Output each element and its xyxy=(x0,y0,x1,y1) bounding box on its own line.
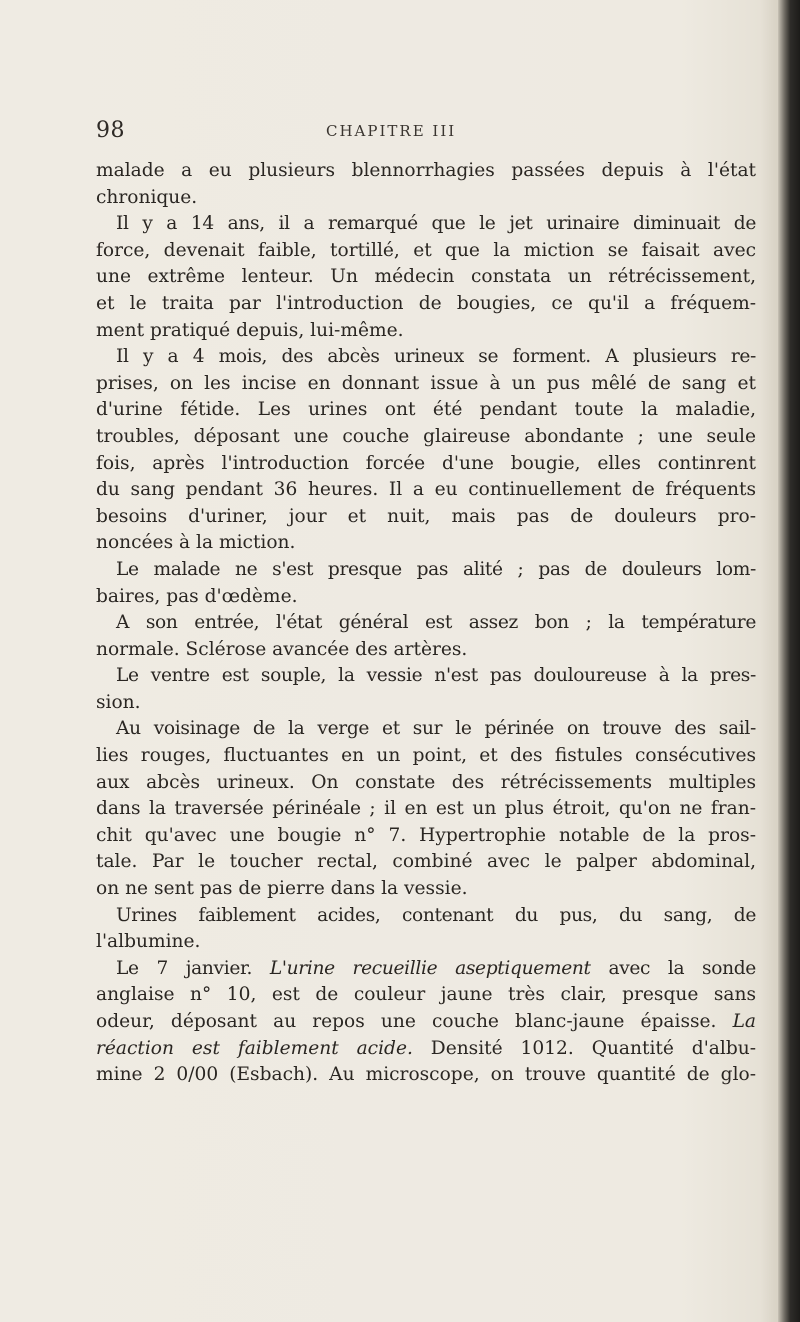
book-spine-shadow xyxy=(778,0,800,1322)
text-line: force, devenait faible, tortillé, et que la miction se faisait avec xyxy=(96,239,756,261)
page-header xyxy=(0,116,770,146)
text-line: noncées à la miction. xyxy=(96,532,296,554)
text-line: troubles, déposant une couche glaireuse abondante ; une seule xyxy=(96,425,756,447)
text-span: Densité 1012. Quantité d'albu- xyxy=(412,1037,757,1059)
text-line: prises, on les incise en donnant issue à un pus mêlé de sang et xyxy=(96,372,756,394)
text-line: normale. Sclérose avancée des artères. xyxy=(96,638,468,660)
text-line: Il y a 4 mois, des abcès urineux se forment. A plusieurs re- xyxy=(116,346,756,368)
text-line: du sang pendant 36 heures. Il a eu continuellement de fréquents xyxy=(96,479,756,501)
text-span: odeur, déposant au repos une couche blanc-jaune épaisse. xyxy=(96,1011,733,1032)
italic-span: réaction est faiblement acide. xyxy=(96,1037,413,1059)
italic-span: La xyxy=(732,1011,756,1032)
text-line-odeur xyxy=(96,1009,756,1036)
running-head: CHAPITRE III xyxy=(326,122,457,140)
text-line: Il y a 14 ans, il a remarqué que le jet urinaire diminuait de xyxy=(116,213,756,235)
text-line-anglaise: anglaise n° 10, est de couleur jaune très clair, presque sans xyxy=(96,984,756,1006)
italic-span: L'urine recueillie aseptiquement xyxy=(269,957,591,979)
text-line: Au voisinage de la verge et sur le périnée on trouve des sail- xyxy=(116,718,756,740)
text-line: baires, pas d'œdème. xyxy=(96,585,298,607)
text-line: ment pratiqué depuis, lui-même. xyxy=(96,319,404,341)
text-line: et le traita par l'introduction de bougies, ce qu'il a fréquem- xyxy=(96,292,756,314)
text-line: l'albumine. xyxy=(96,931,201,953)
text-line-mine: mine 2 0/00 (Esbach). Au microscope, on trouve quantité de glo- xyxy=(96,1064,756,1086)
text-line: chronique. xyxy=(96,186,198,208)
text-line: malade a eu plusieurs blennorrhagies passées depuis à l'état xyxy=(96,160,756,181)
text-line-reaction xyxy=(96,1036,756,1063)
text-line: sion. xyxy=(96,691,141,713)
text-line: on ne sent pas de pierre dans la vessie. xyxy=(96,878,468,900)
text-line: chit qu'avec une bougie n° 7. Hypertrophie notable de la pros- xyxy=(96,824,756,846)
text-line: besoins d'uriner, jour et nuit, mais pas de douleurs pro- xyxy=(96,505,756,527)
text-line: Le malade ne s'est presque pas alité ; pas de douleurs lom- xyxy=(116,558,756,580)
text-line: lies rouges, fluctuantes en un point, et des fistules consécutives xyxy=(96,745,756,767)
body-text xyxy=(96,158,756,1089)
text-line: A son entrée, l'état général est assez bon ; la température xyxy=(116,612,756,634)
text-span: avec la sonde xyxy=(590,957,756,979)
text-lines xyxy=(96,158,756,956)
text-line: fois, après l'introduction forcée d'une bougie, elles continrent xyxy=(96,452,756,474)
text-line: Urines faiblement acides, contenant du pus, du sang, de xyxy=(116,904,756,926)
text-line: tale. Par le toucher rectal, combiné avec le palper abdominal, xyxy=(96,851,756,873)
text-line: aux abcès urineux. On constate des rétrécissements multiples xyxy=(96,771,756,793)
text-line: d'urine fétide. Les urines ont été pendant toute la maladie, xyxy=(96,399,756,421)
text-line: Le ventre est souple, la vessie n'est pas douloureuse à la pres- xyxy=(116,665,756,687)
text-line-janvier xyxy=(96,956,756,983)
text-line: dans la traversée périnéale ; il en est un plus étroit, qu'on ne fran- xyxy=(96,798,756,820)
text-span: Le 7 janvier. xyxy=(116,957,270,979)
text-line: une extrême lenteur. Un médecin constata un rétrécissement, xyxy=(96,266,756,288)
page-number: 98 xyxy=(96,118,125,143)
